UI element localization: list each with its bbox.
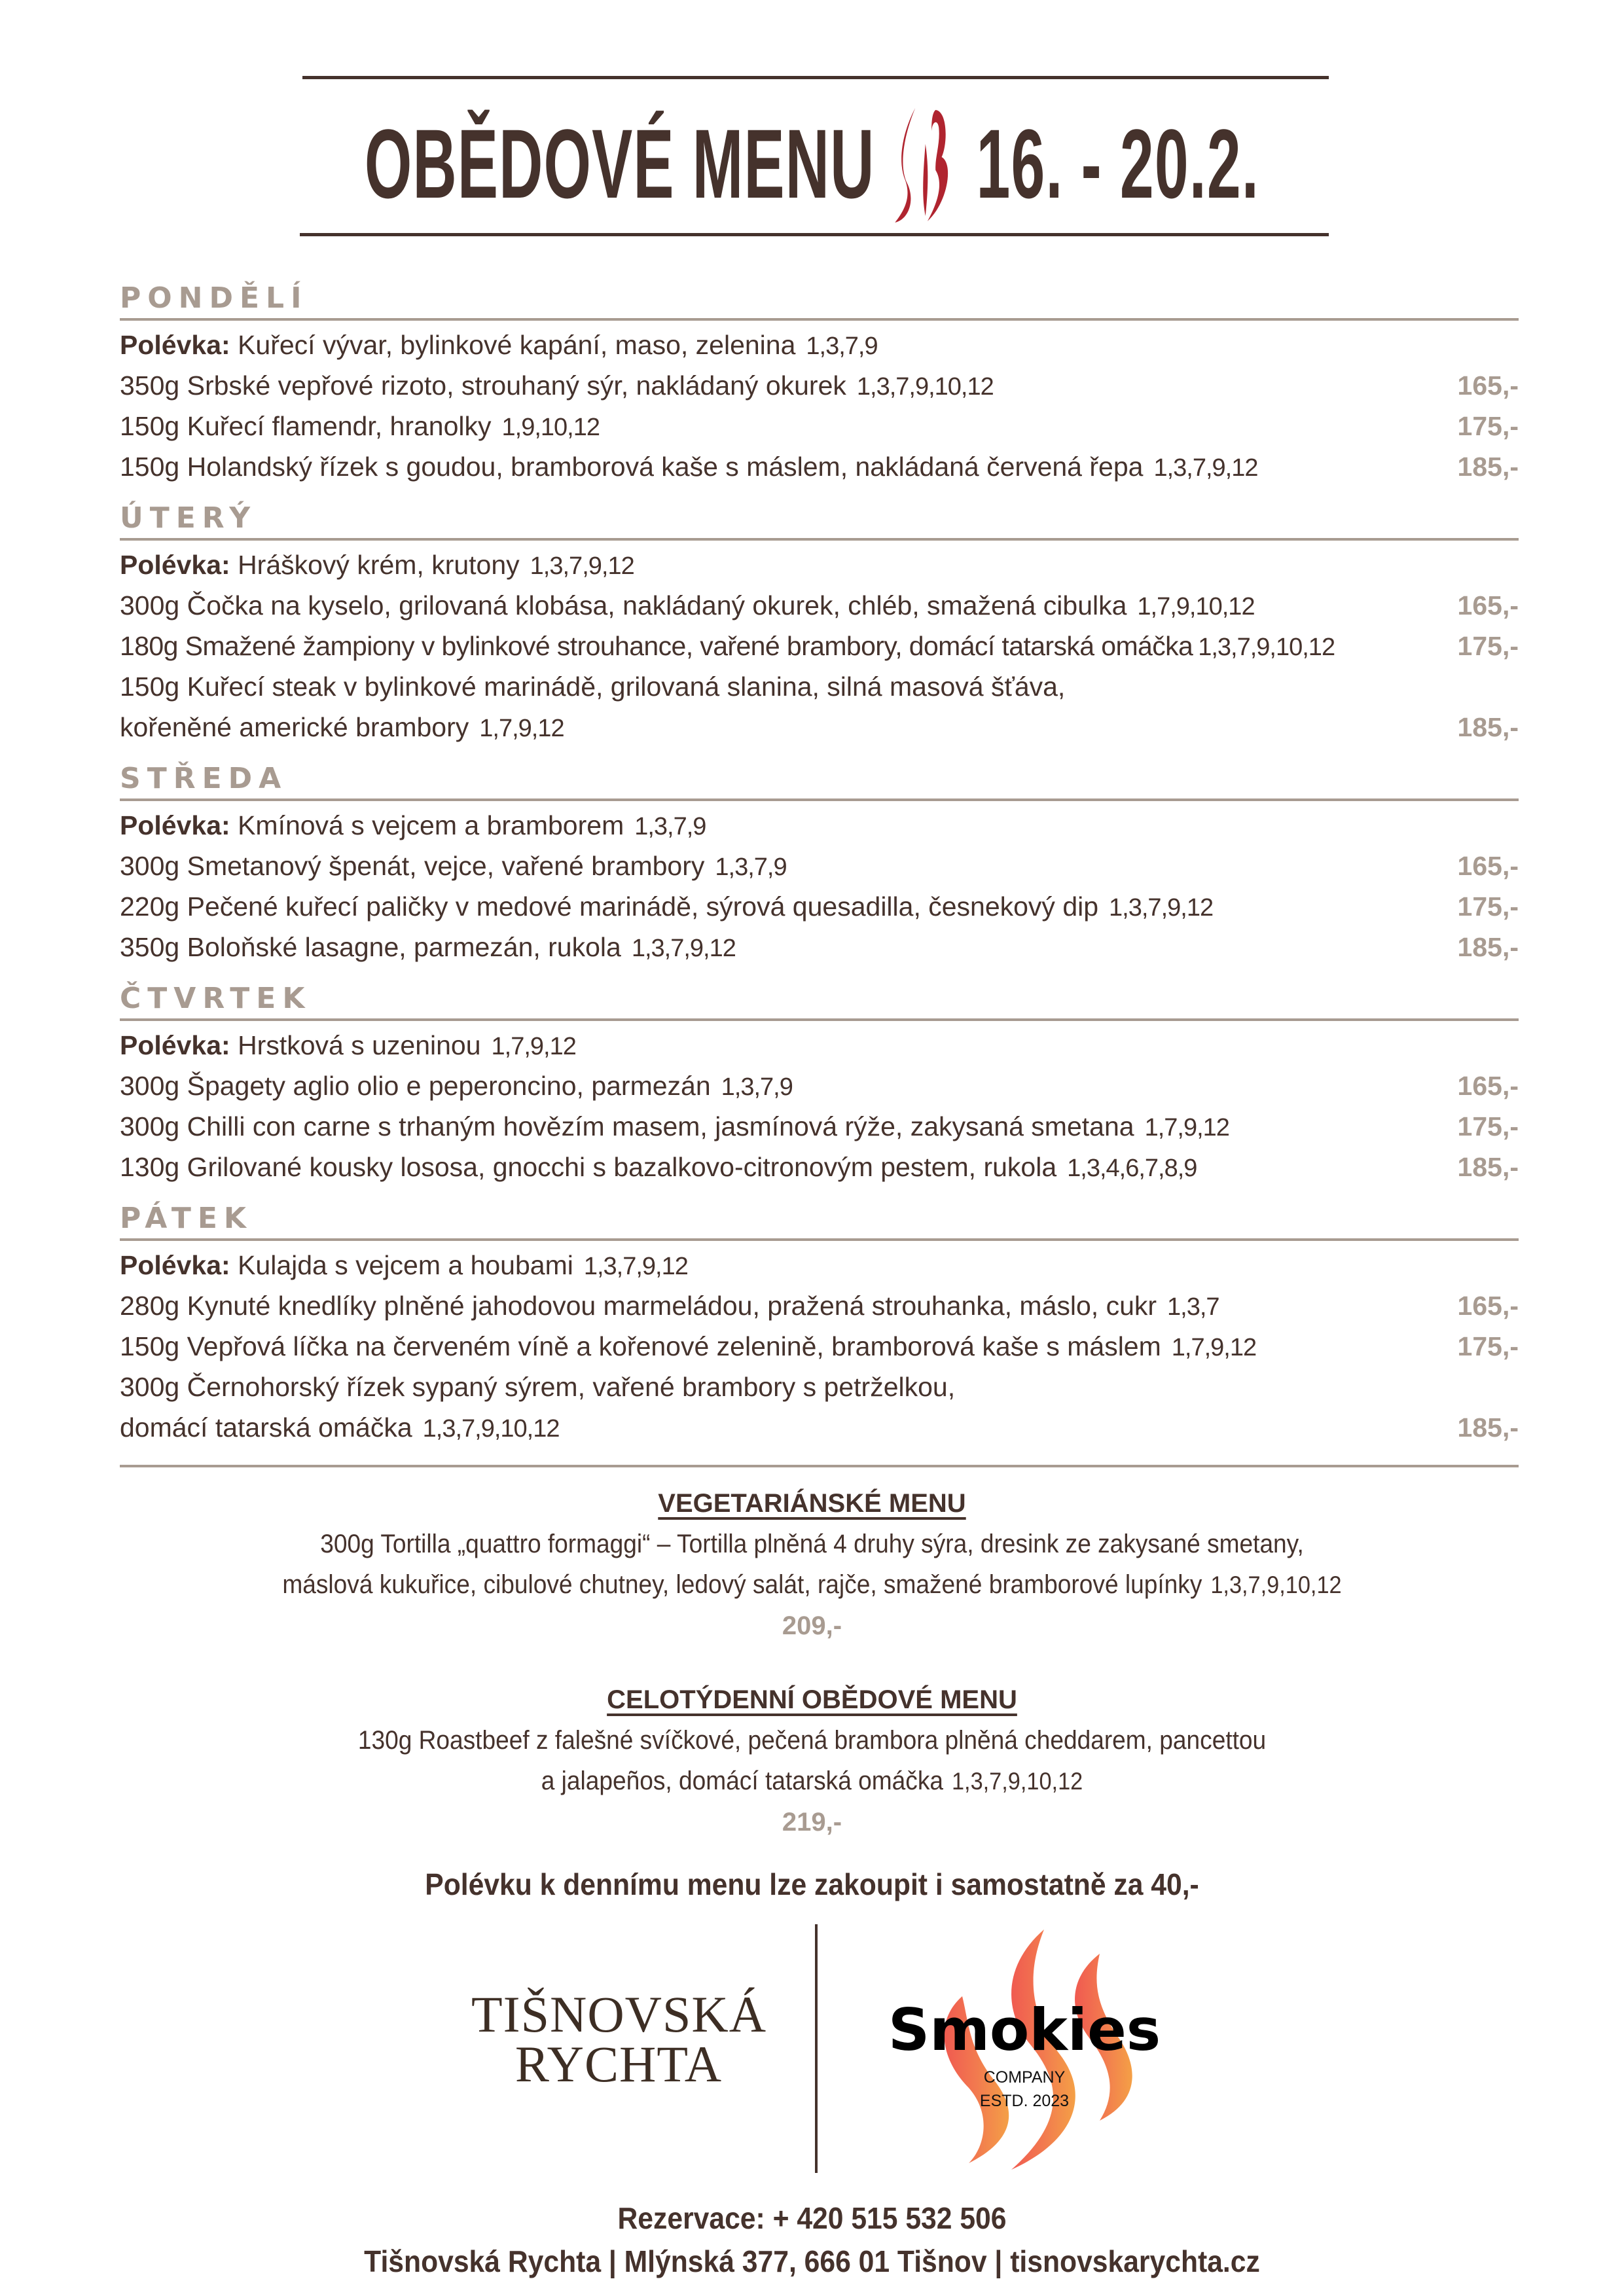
menu-item bbox=[120, 1066, 1519, 1106]
logo-divider bbox=[815, 1924, 818, 2173]
day-heading: ČTVRTEK bbox=[120, 982, 312, 1015]
menu-end-divider bbox=[120, 1465, 1519, 1467]
soup-label: Polévka: bbox=[120, 550, 230, 580]
allergens: 1,3,7,9,12 bbox=[1109, 894, 1214, 922]
menu-item bbox=[120, 365, 1519, 406]
menu-item bbox=[120, 585, 1519, 626]
page-title bbox=[288, 98, 1335, 229]
menu-item-line1 bbox=[120, 1367, 1519, 1407]
item-price: 175,- bbox=[1457, 1331, 1519, 1361]
day-section-friday bbox=[120, 1200, 1519, 1448]
item-price: 175,- bbox=[1457, 1111, 1519, 1141]
item-desc: 220g Pečené kuřecí paličky v medové marinádě, sýrová quesadilla, česnekový dip bbox=[120, 891, 1099, 922]
allergens: 1,3,7,9 bbox=[806, 332, 878, 360]
soup-row bbox=[120, 805, 1519, 846]
vegetarian-section bbox=[0, 1483, 1624, 1646]
vegetarian-line2: máslová kukuřice, cibulové chutney, ledový salát, rajče, smažené bramborové lupínky bbox=[282, 1570, 1202, 1599]
day-heading: PONDĚLÍ bbox=[120, 281, 308, 315]
item-desc-cont: domácí tatarská omáčka bbox=[120, 1412, 412, 1443]
item-desc: 130g Grilované kousky lososa, gnocchi s bazalkovo-citronovým pestem, rukola bbox=[120, 1152, 1057, 1182]
menu-item-line2 bbox=[120, 707, 1519, 747]
item-price: 165,- bbox=[1457, 851, 1519, 881]
header-bottom-rule bbox=[300, 233, 1329, 236]
vegetarian-line2-wrap bbox=[60, 1564, 1565, 1605]
soup-desc: Kmínová s vejcem a bramborem bbox=[238, 810, 624, 840]
weekly-section bbox=[0, 1679, 1624, 1842]
vegetarian-title: VEGETARIÁNSKÉ MENU bbox=[658, 1489, 966, 1518]
allergens: 1,3,7,9,12 bbox=[583, 1253, 688, 1280]
vegetarian-price: 209,- bbox=[782, 1611, 842, 1640]
allergens: 1,3,7,9 bbox=[634, 813, 706, 840]
day-heading: PÁTEK bbox=[120, 1202, 253, 1235]
soup-row bbox=[120, 1025, 1519, 1066]
allergens: 1,3,7,9,12 bbox=[631, 935, 736, 962]
day-divider bbox=[120, 1018, 1519, 1021]
menu-item-line2 bbox=[120, 1407, 1519, 1448]
day-divider bbox=[120, 538, 1519, 541]
soup-desc: Kuřecí vývar, bylinkové kapání, maso, zelenina bbox=[238, 330, 796, 360]
menu-item bbox=[120, 626, 1519, 666]
item-desc: 350g Srbské vepřové rizoto, strouhaný sýr, nakládaný okurek bbox=[120, 370, 846, 401]
menu-item bbox=[120, 886, 1519, 927]
item-desc: 150g Kuřecí steak v bylinkové marinádě, grilovaná slanina, silná masová šťáva, bbox=[120, 672, 1066, 702]
menu-item bbox=[120, 1147, 1519, 1187]
soup-label: Polévka: bbox=[120, 1030, 230, 1060]
item-price: 165,- bbox=[1457, 1071, 1519, 1101]
soup-desc: Kulajda s vejcem a houbami bbox=[238, 1250, 573, 1280]
allergens: 1,7,9,12 bbox=[491, 1033, 576, 1060]
daily-menu bbox=[120, 280, 1519, 1467]
soup-row bbox=[120, 545, 1519, 585]
soup-note: Polévku k dennímu menu lze zakoupit i samostatně za 40,- bbox=[425, 1867, 1199, 1901]
item-price: 185,- bbox=[1457, 1152, 1519, 1182]
allergens: 1,7,9,10,12 bbox=[1137, 593, 1255, 620]
menu-item bbox=[120, 927, 1519, 967]
item-price: 185,- bbox=[1457, 932, 1519, 962]
item-desc-cont: kořeněné americké brambory bbox=[120, 712, 469, 742]
allergens: 1,9,10,12 bbox=[501, 414, 600, 441]
logo-line2: RYCHTA bbox=[514, 2036, 723, 2092]
item-desc: 300g Černohorský řízek sypaný sýrem, vařené brambory s petrželkou, bbox=[120, 1372, 956, 1402]
item-price: 175,- bbox=[1457, 891, 1519, 922]
soup-row bbox=[120, 1245, 1519, 1285]
address-line: Tišnovská Rychta | Mlýnská 377, 666 01 Tišnov | tisnovskarychta.cz bbox=[364, 2244, 1260, 2278]
day-heading: STŘEDA bbox=[120, 762, 288, 795]
menu-item bbox=[120, 406, 1519, 446]
item-price: 175,- bbox=[1457, 411, 1519, 441]
item-desc: 300g Čočka na kyselo, grilovaná klobása, nakládaný okurek, chléb, smažená cibulka bbox=[120, 590, 1127, 620]
allergens: 1,3,7,9,10,12 bbox=[1210, 1571, 1342, 1598]
allergens: 1,3,7,9,10,12 bbox=[856, 373, 994, 401]
tisnovska-rychta-logo bbox=[471, 1986, 767, 2092]
weekly-line1: 130g Roastbeef z falešné svíčkové, pečená brambora plněná cheddarem, pancettou bbox=[357, 1726, 1267, 1755]
item-price: 165,- bbox=[1457, 1291, 1519, 1321]
title-left: OBĚDOVÉ MENU bbox=[364, 108, 875, 219]
item-desc: 150g Kuřecí flamendr, hranolky bbox=[120, 411, 492, 441]
item-desc: 350g Boloňské lasagne, parmezán, rukola bbox=[120, 932, 621, 962]
item-price: 185,- bbox=[1457, 1412, 1519, 1443]
day-divider bbox=[120, 798, 1519, 801]
allergens: 1,7,9,12 bbox=[1171, 1334, 1257, 1361]
soup-label: Polévka: bbox=[120, 1250, 230, 1280]
day-section-tuesday bbox=[120, 500, 1519, 747]
item-desc: 300g Špagety aglio olio e peperoncino, parmezán bbox=[120, 1071, 711, 1101]
allergens: 1,7,9,12 bbox=[1144, 1114, 1229, 1141]
day-section-thursday bbox=[120, 980, 1519, 1187]
item-desc: 150g Vepřová líčka na červeném víně a kořenové zelenině, bramborová kaše s máslem bbox=[120, 1331, 1161, 1361]
item-desc: 180g Smažené žampiony v bylinkové strouhance, vařené brambory, domácí tatarská omáčka bbox=[120, 631, 1193, 661]
item-desc: 150g Holandský řízek s goudou, bramborová kaše s máslem, nakládaná červená řepa bbox=[120, 452, 1144, 482]
smokies-sub2: ESTD. 2023 bbox=[979, 2092, 1070, 2110]
reservation-phone: Rezervace: + 420 515 532 506 bbox=[617, 2201, 1007, 2235]
allergens: 1,3,7,9,10,12 bbox=[422, 1415, 560, 1443]
sb-logo-icon bbox=[887, 105, 964, 223]
allergens: 1,3,7,9 bbox=[715, 853, 787, 881]
weekly-title: CELOTÝDENNÍ OBĚDOVÉ MENU bbox=[607, 1685, 1017, 1714]
item-desc: 280g Kynuté knedlíky plněné jahodovou marmeládou, pražená strouhanka, máslo, cukr bbox=[120, 1291, 1157, 1321]
header-top-rule bbox=[302, 76, 1329, 79]
soup-row bbox=[120, 325, 1519, 365]
menu-item bbox=[120, 1106, 1519, 1147]
allergens: 1,3,7,9,12 bbox=[530, 552, 634, 580]
item-price: 185,- bbox=[1457, 452, 1519, 482]
allergens: 1,3,7,9,10,12 bbox=[1198, 634, 1335, 661]
soup-label: Polévka: bbox=[120, 330, 230, 360]
soup-label: Polévka: bbox=[120, 810, 230, 840]
smokies-sub1: COMPANY bbox=[983, 2068, 1066, 2087]
day-divider bbox=[120, 318, 1519, 321]
item-price: 165,- bbox=[1457, 590, 1519, 620]
allergens: 1,7,9,12 bbox=[479, 715, 564, 742]
menu-item bbox=[120, 846, 1519, 886]
allergens: 1,3,4,6,7,8,9 bbox=[1067, 1155, 1197, 1182]
item-desc: 300g Smetanový špenát, vejce, vařené brambory bbox=[120, 851, 705, 881]
weekly-line2: a jalapeños, domácí tatarská omáčka bbox=[541, 1767, 943, 1795]
footer bbox=[0, 2197, 1624, 2283]
soup-desc: Hráškový krém, krutony bbox=[238, 550, 520, 580]
day-divider bbox=[120, 1238, 1519, 1241]
weekly-price: 219,- bbox=[782, 1808, 842, 1837]
allergens: 1,3,7,9 bbox=[721, 1073, 793, 1101]
vegetarian-line1: 300g Tortilla „quattro formaggi“ – Tortilla plněná 4 druhy sýra, dresink ze zakysané smetany, bbox=[320, 1530, 1304, 1558]
day-heading: ÚTERÝ bbox=[120, 501, 257, 535]
menu-item bbox=[120, 1285, 1519, 1326]
item-desc: 300g Chilli con carne s trhaným hovězím masem, jasmínová rýže, zakysaná smetana bbox=[120, 1111, 1134, 1141]
weekly-line2-wrap bbox=[60, 1761, 1565, 1802]
item-price: 185,- bbox=[1457, 712, 1519, 742]
item-price: 175,- bbox=[1457, 631, 1519, 661]
allergens: 1,3,7,9,12 bbox=[1153, 454, 1258, 482]
soup-desc: Hrstková s uzeninou bbox=[238, 1030, 481, 1060]
menu-item bbox=[120, 446, 1519, 487]
menu-item-line1 bbox=[120, 666, 1519, 707]
item-price: 165,- bbox=[1457, 370, 1519, 401]
smokies-logo-text: Smokies bbox=[888, 1996, 1161, 2064]
allergens: 1,3,7,9,10,12 bbox=[951, 1768, 1083, 1795]
day-section-wednesday bbox=[120, 761, 1519, 967]
allergens: 1,3,7 bbox=[1167, 1293, 1219, 1321]
title-dates: 16. - 20.2. bbox=[976, 108, 1259, 219]
menu-item bbox=[120, 1326, 1519, 1367]
day-section-monday bbox=[120, 280, 1519, 487]
logo-line1: TIŠNOVSKÁ bbox=[471, 1986, 767, 2043]
